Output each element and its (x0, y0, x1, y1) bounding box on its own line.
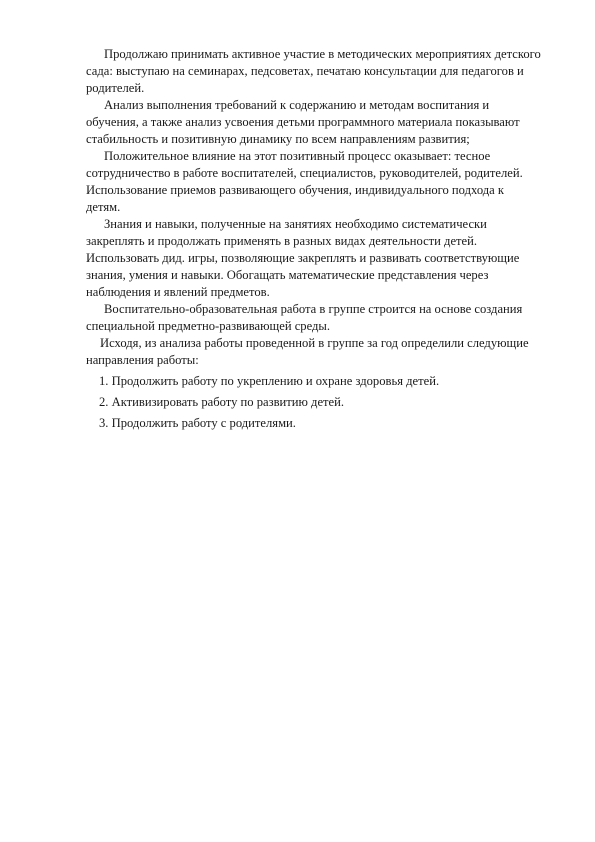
list-item: 3. Продолжить работу с родителями. (99, 416, 296, 430)
list-item: 2. Активизировать работу по развитию детей. (99, 395, 345, 409)
paragraph-analysis: Анализ выполнения требований к содержанию и методам воспитания и обучения, а также анализ усвоения детьми программного материала показывают стабильность и позитивную динамику по всем направлениям развития; (86, 98, 520, 146)
paragraph-knowledge-skills: Знания и навыки, полученные на занятиях необходимо систематически закреплять и продолжать применять в разных видах деятельности детей. Использовать дид. игры, позволяющие закреплять и развивать соответствующие знания, умения и навыки. Обогащать математические представления через наблюдения и явлений предметов. (86, 217, 520, 299)
paragraph-positive-influence: Положительное влияние на этот позитивный процесс оказывает: тесное сотрудничество в работе воспитателей, специалистов, руководителей, родителей. Использование приемов развивающего обучения, индивидуального подхода к детям. (86, 149, 523, 214)
directions-list (86, 373, 541, 432)
paragraph-directions-intro: Исходя, из анализа работы проведенной в группе за год определили следующие направления работы: (86, 336, 529, 367)
paragraph-educational-work: Воспитательно-образовательная работа в группе строится на основе создания специальной предметно-развивающей среды. (86, 302, 523, 333)
document-body (86, 46, 541, 436)
paragraph-methodical-events: Продолжаю принимать активное участие в методических мероприятиях детского сада: выступаю на семинарах, педсоветах, печатаю консультации для педагогов и родителей. (86, 47, 541, 95)
list-item: 1. Продолжить работу по укреплению и охране здоровья детей. (99, 374, 440, 388)
